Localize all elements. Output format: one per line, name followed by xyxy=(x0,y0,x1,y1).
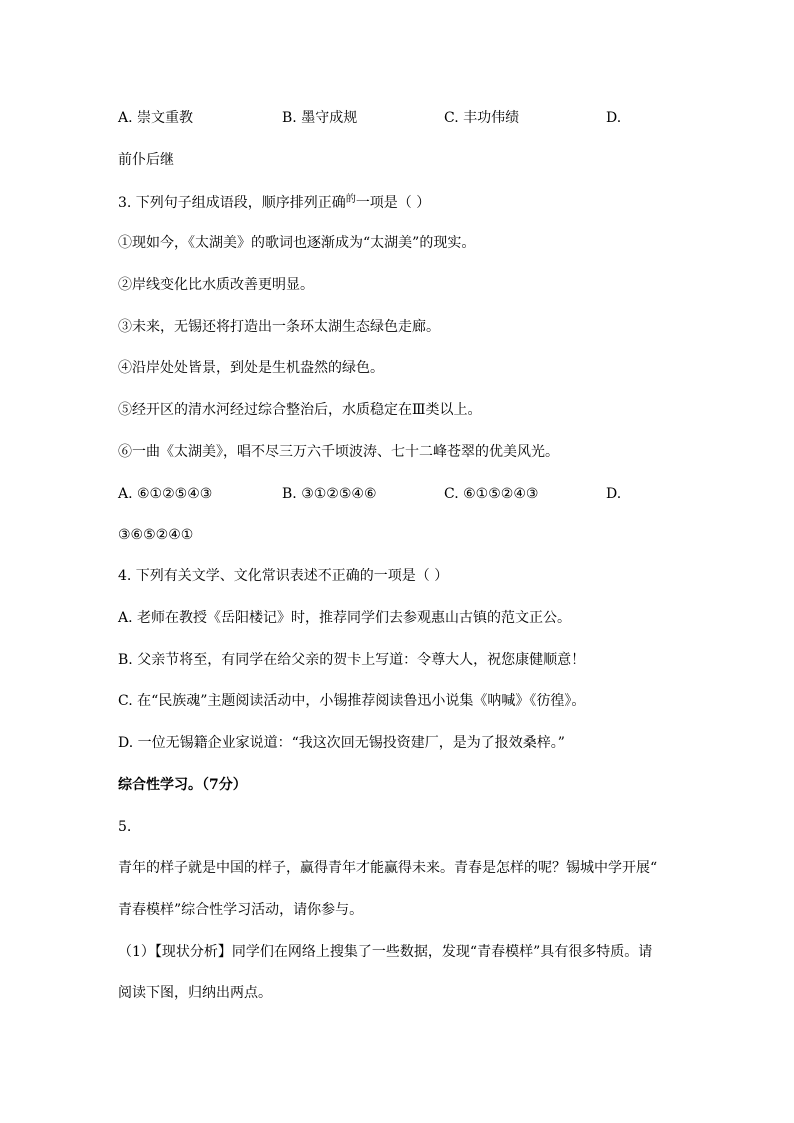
q2-option-d-text: 前仆后继 xyxy=(118,152,174,168)
q3-option-b: B. ③①②⑤④⑥ xyxy=(282,486,377,502)
q3-sentence-6: ⑥一曲《太湖美》，唱不尽三万六千顷波涛、七十二峰苍翠的优美风光。 xyxy=(118,444,559,460)
q5-number: 5. xyxy=(118,819,132,835)
q4-option-c: C. 在“民族魂”主题阅读活动中，小锡推荐阅读鲁迅小说集《呐喊》《彷徨》。 xyxy=(118,693,586,709)
q3-option-a: A. ⑥①②⑤④③ xyxy=(118,486,213,502)
q2-option-d: D. xyxy=(606,110,622,126)
q4-option-d: D. 一位无锡籍企业家说道：“我这次回无锡投资建厂，是为了报效桑梓。” xyxy=(118,735,565,751)
q5-intro-line-1: 青年的样子就是中国的样子，赢得青年才能赢得未来。青春是怎样的呢？锡城中学开展“ xyxy=(118,860,658,876)
q4-stem: 4. 下列有关文学、文化常识表述不正确的一项是（ ） xyxy=(118,568,449,584)
q5-sub1-line-2: 阅读下图，归纳出两点。 xyxy=(118,985,272,1001)
q2-option-b: B. 墨守成规 xyxy=(282,110,358,126)
q5-intro-line-2: 青春模样”综合性学习活动，请你参与。 xyxy=(118,902,364,918)
q3-sentence-1: ①现如今，《太湖美》的歌词也逐渐成为“太湖美”的现实。 xyxy=(118,235,476,251)
q4-option-a: A. 老师在教授《岳阳楼记》时，推荐同学们去参观惠山古镇的范文正公。 xyxy=(118,610,572,626)
q5-sub1-line-1: （1）【现状分析】同学们在网络上搜集了一些数据，发现“青春模样”具有很多特质。请 xyxy=(118,944,653,960)
q3-option-d-text: ③⑥⑤②④① xyxy=(118,527,194,543)
section-heading: 综合性学习。（7分） xyxy=(118,777,247,793)
q3-stem xyxy=(118,194,430,214)
q2-option-c: C. 丰功伟绩 xyxy=(444,110,520,126)
q3-sentence-2: ②岸线变化比水质改善更明显。 xyxy=(118,277,314,293)
q4-option-b: B. 父亲节将至，有同学在给父亲的贺卡上写道：令尊大人，祝您康健顺意！ xyxy=(118,652,586,668)
q3-stem-sup: 的 xyxy=(345,194,356,205)
q3-sentence-4: ④沿岸处处皆景，到处是生机盎然的绿色。 xyxy=(118,360,384,376)
q2-option-a: A. 崇文重教 xyxy=(118,110,194,126)
q3-sentence-5: ⑤经开区的清水河经过综合整治后，水质稳定在Ⅲ类以上。 xyxy=(118,402,482,418)
q3-option-c: C. ⑥①⑤②④③ xyxy=(444,486,539,502)
q3-sentence-3: ③未来，无锡还将打造出一条环太湖生态绿色走廊。 xyxy=(118,319,440,335)
q3-stem-after: 一项是（ ） xyxy=(355,195,431,211)
q3-stem-before: 3. 下列句子组成语段，顺序排列正确 xyxy=(118,195,346,211)
q3-option-d: D. xyxy=(606,486,622,502)
